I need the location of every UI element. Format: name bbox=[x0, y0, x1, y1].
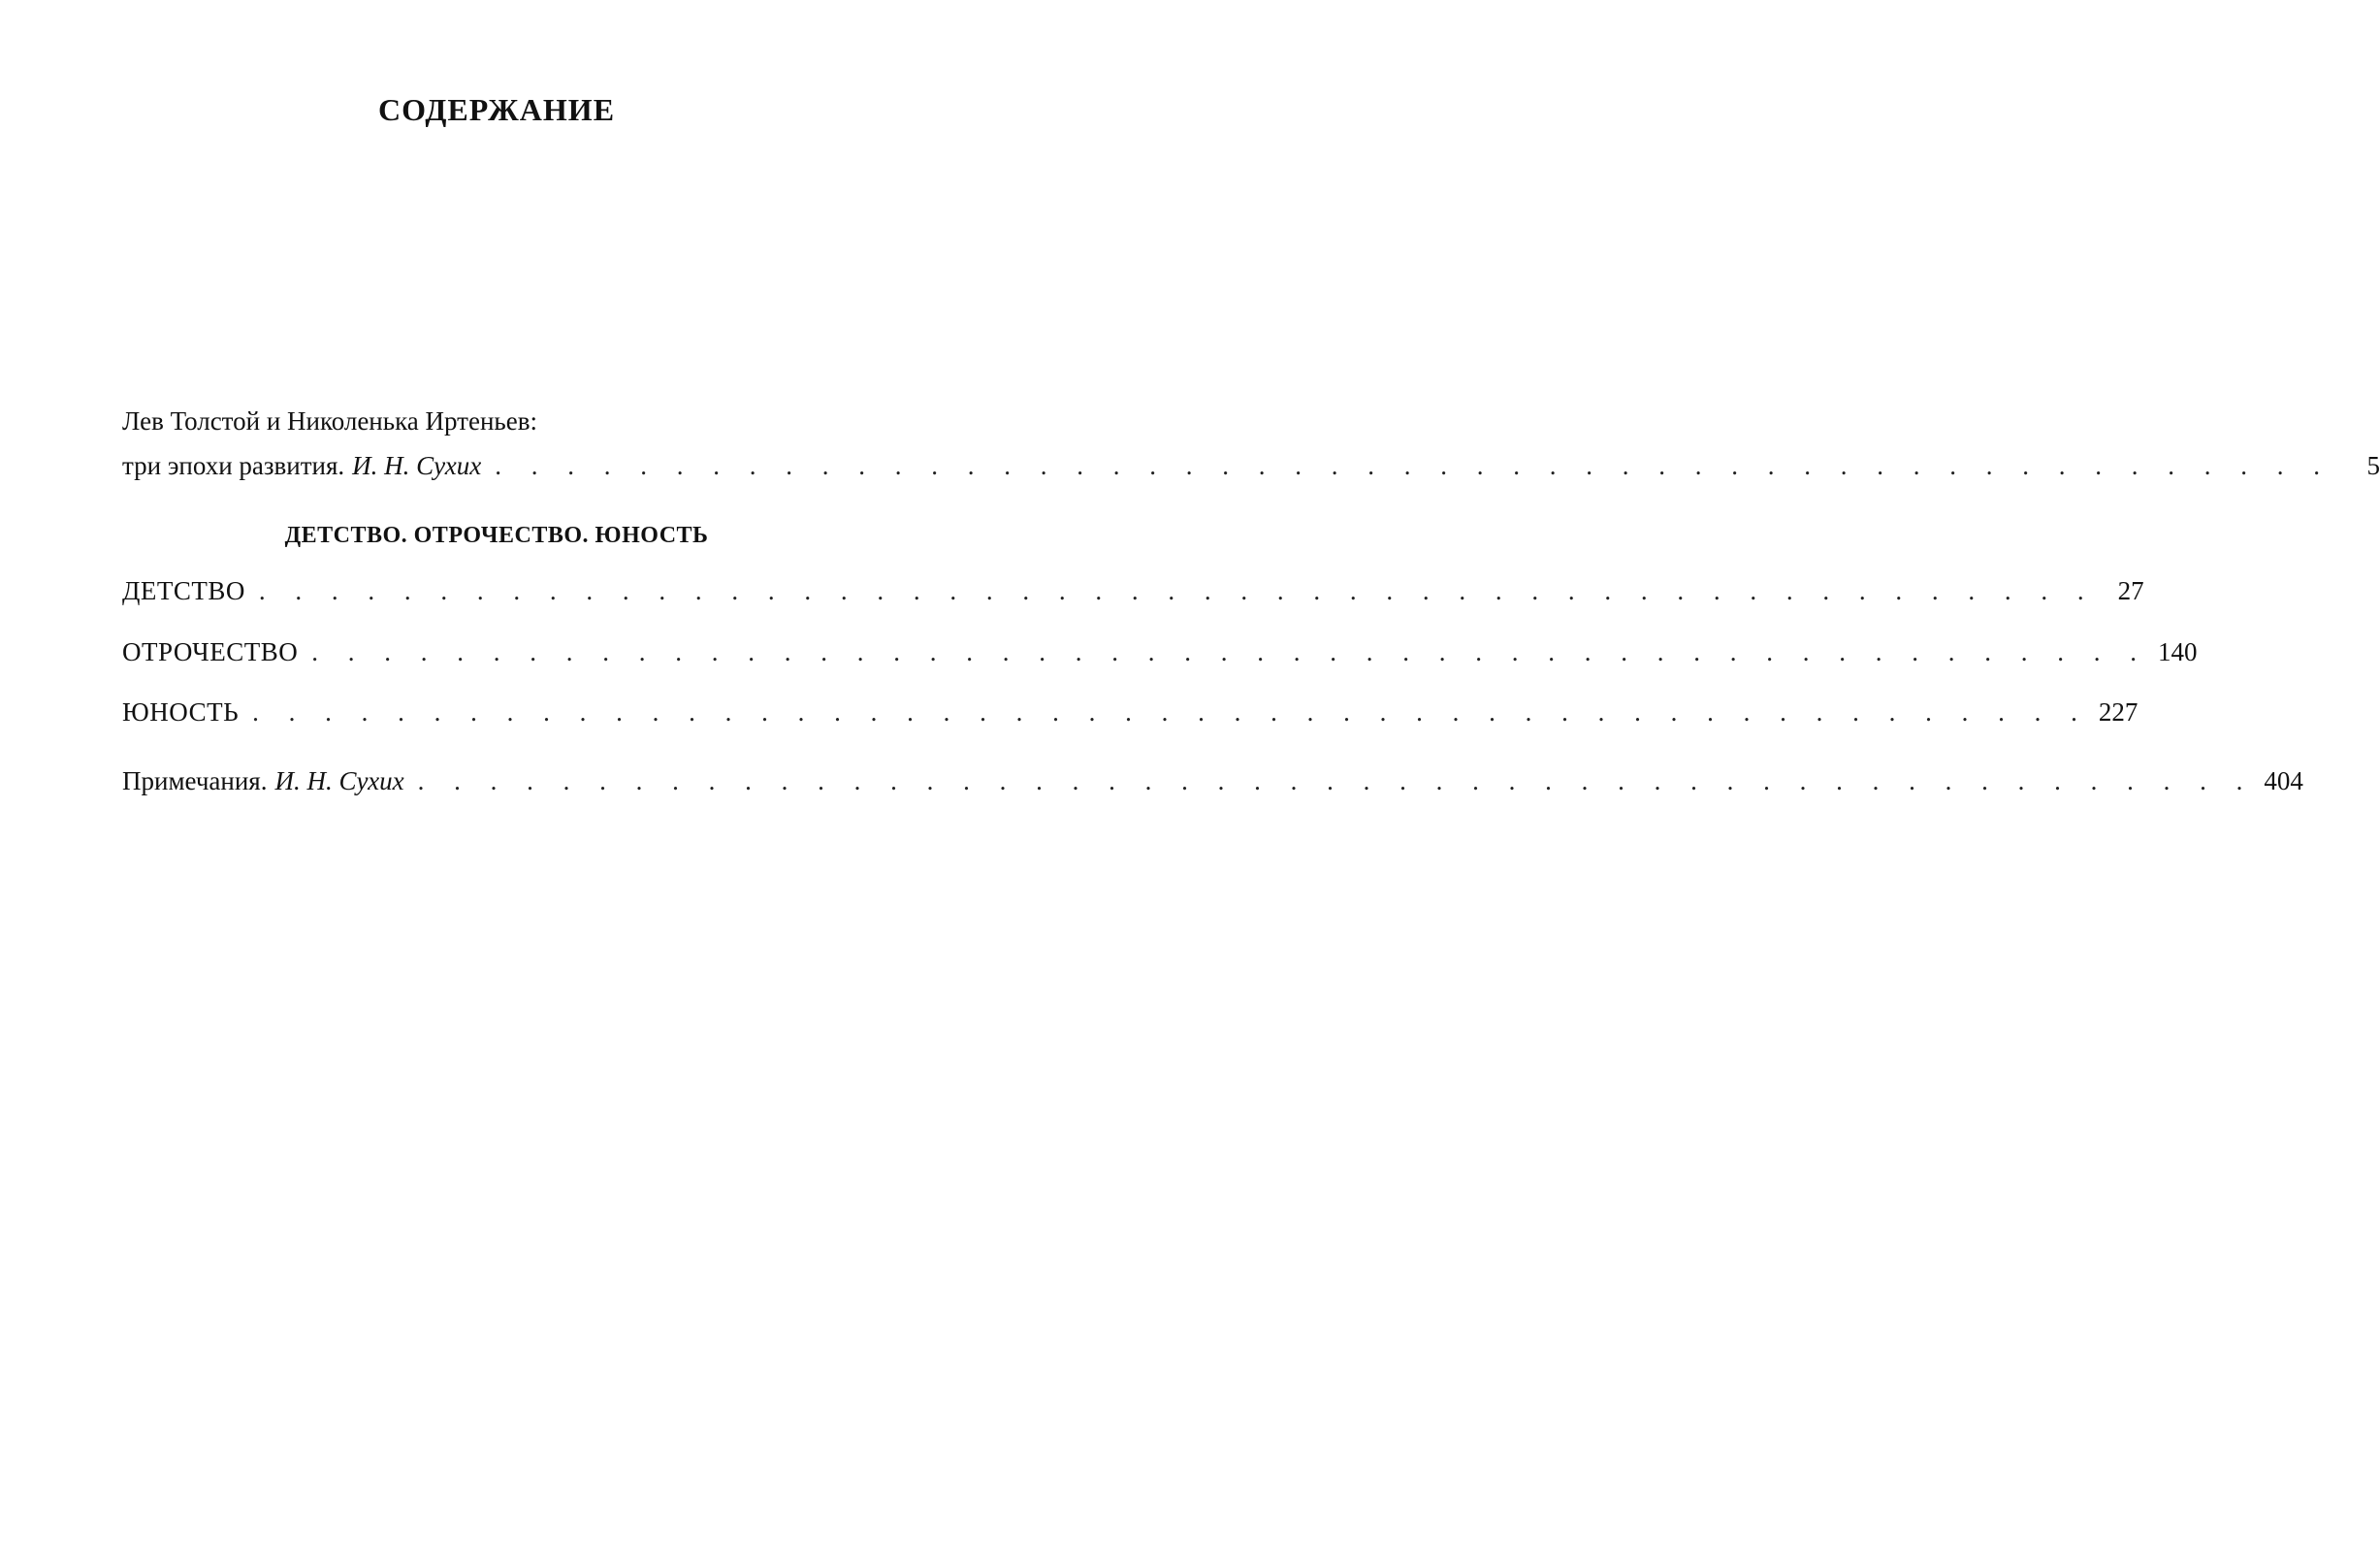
toc-entry[interactable] bbox=[122, 693, 2139, 731]
toc-entry-author: И. Н. Сухих bbox=[352, 451, 482, 480]
dot-leader: . . . . . . . . . . . . . . . . . . . . . . . . . . . . . . . . . . . . . . . . . . . . . . . . . . . bbox=[495, 451, 2332, 480]
toc-entry-line bbox=[122, 571, 2144, 610]
toc-entry-page: 27 bbox=[2117, 576, 2144, 605]
toc-entry-intro-line1 bbox=[122, 402, 877, 440]
dot-leader: . . . . . . . . . . . . . . . . . . . . . . . . . . . . . . . . . . . . . . . . . . . . . . . . . . . bbox=[258, 576, 2096, 605]
toc-entry-title: ОТРОЧЕСТВО bbox=[122, 637, 299, 666]
toc-entry-title: ДЕТСТВО bbox=[122, 576, 245, 605]
section-title: ДЕТСТВО. ОТРОЧЕСТВО. ЮНОСТЬ bbox=[284, 523, 709, 548]
toc-entry[interactable] bbox=[122, 632, 2198, 671]
toc-entry-notes[interactable] bbox=[122, 761, 2303, 800]
toc-entry-line bbox=[122, 693, 2139, 731]
toc-entry-page: 5 bbox=[2366, 451, 2380, 480]
page-title: СОДЕРЖАНИЕ bbox=[377, 92, 616, 127]
toc-entry-page: 404 bbox=[2264, 766, 2303, 795]
toc-entry-author: И. Н. Сухих bbox=[274, 766, 404, 795]
toc-entry-line bbox=[122, 761, 2303, 800]
toc-entry-page: 227 bbox=[2098, 697, 2139, 727]
toc-entry-page: 140 bbox=[2157, 637, 2198, 666]
toc-entry-title: Примечания. bbox=[122, 766, 268, 795]
dot-leader: . . . . . . . . . . . . . . . . . . . . . . . . . . . . . . . . . . . . . . . . . . . . . . . . . . . bbox=[311, 637, 2148, 666]
dot-leader: . . . . . . . . . . . . . . . . . . . . . . . . . . . . . . . . . . . . . . . . . . . . . . . . . . . bbox=[417, 766, 2255, 795]
toc-entry-intro[interactable] bbox=[122, 402, 2380, 485]
toc-entry-title: ЮНОСТЬ bbox=[122, 697, 240, 727]
dot-leader: . . . . . . . . . . . . . . . . . . . . . . . . . . . . . . . . . . . . . . . . . . . . . . . . . . . bbox=[252, 697, 2089, 727]
toc-entry-intro-line2 bbox=[122, 446, 2380, 485]
toc-entry-line bbox=[122, 632, 2198, 671]
toc-entry-title-cont: три эпохи развития. bbox=[122, 451, 345, 480]
toc-entry[interactable] bbox=[122, 571, 2144, 610]
toc-entry-title: Лев Толстой и Николенька Иртеньев: bbox=[122, 406, 537, 436]
